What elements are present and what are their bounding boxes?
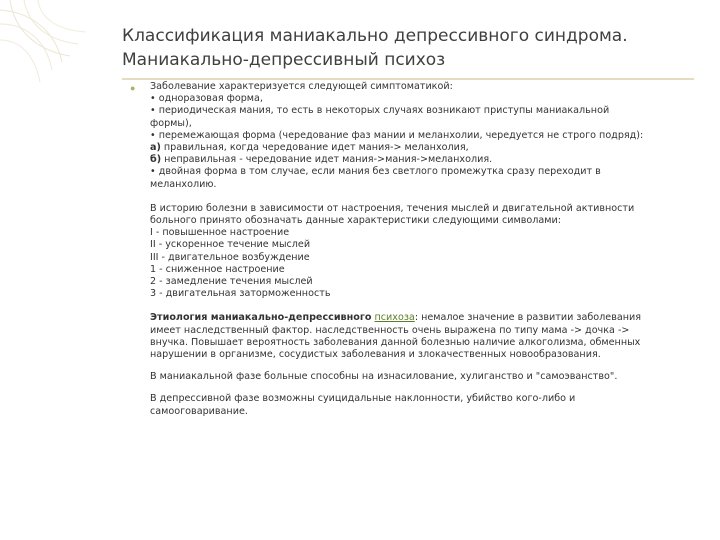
symptom-line: • периодическая мания, то есть в некоторых случаях возникают приступы маниакальной	[150, 105, 610, 117]
slide-title	[122, 24, 692, 72]
manic-phase-text: В маниакальной фазе больные способны на изнасилование, хулиганство и "самоэванство".	[150, 371, 618, 383]
symptom-line-b	[150, 154, 695, 166]
etiology-line: нарушении в организме, сосудистых заболевания и злокачественных новообразования.	[150, 349, 601, 361]
history-line: В историю болезни в зависимости от настроения, течения мыслей и двигательной активности	[150, 202, 635, 214]
symbol-item: II - ускоренное течение мыслей	[150, 239, 311, 251]
symbol-item: I - повышенное настроение	[150, 227, 290, 239]
title-line-1: Классификация маниакально депрессивного синдрома.	[122, 26, 628, 46]
etiology-text: : немалое значение в развитии заболевания	[414, 312, 642, 324]
title-line-2: Маниакально-депрессивный психоз	[122, 50, 446, 70]
history-line: больного принято обозначать данные характеристики следующими символами:	[150, 215, 561, 227]
symptoms-intro: Заболевание характеризуется следующей симптоматикой:	[150, 81, 453, 92]
symptom-line: • одноразовая форма,	[150, 93, 263, 105]
label-a: а)	[150, 142, 161, 154]
symbol-item: III - двигательное возбуждение	[150, 251, 310, 263]
symptom-line: формы),	[150, 117, 192, 129]
depressive-phase-line: В депрессивной фазе возможны суицидальные наклонности, убийство кого-либо и	[150, 393, 576, 405]
symbol-item: 2 - замедление течения мыслей	[150, 276, 313, 288]
psychosis-link[interactable]: психоза	[374, 312, 415, 324]
symptom-line: меланхолию.	[150, 178, 217, 190]
symbol-item: 3 - двигательная заторможенность	[150, 288, 331, 300]
etiology-line: имеет наследственный фактор. наследственность очень выражена по типу мама -> дочка ->	[150, 324, 630, 336]
slide-body	[150, 81, 695, 418]
etiology-heading: Этиология маниакально-депрессивного	[150, 312, 372, 324]
text-a: правильная, когда чередование идет мания-> меланхолия,	[160, 142, 469, 154]
symptom-line-a	[150, 142, 695, 154]
label-b: б)	[150, 154, 162, 166]
bullet-icon: ●	[130, 83, 136, 93]
etiology-line-1	[150, 312, 695, 324]
title-divider	[122, 78, 694, 80]
symbol-item: 1 - сниженное настроение	[150, 263, 285, 275]
symptom-line: • двойная форма в том случае, если мания без светлого промежутка сразу переходит в	[150, 166, 601, 178]
text-b: неправильная - чередование идет мания->мания->меланхолия.	[161, 154, 493, 166]
corner-swirl-decoration	[0, 0, 100, 90]
depressive-phase-line: самооговаривание.	[150, 405, 248, 417]
symptom-line: • перемежающая форма (чередование фаз мании и меланхолии, чередуется не строго подряд):	[150, 129, 644, 141]
etiology-line: внучка. Повышает вероятность заболевания данной болезнью наличие алкоголизма, обменных	[150, 336, 641, 348]
